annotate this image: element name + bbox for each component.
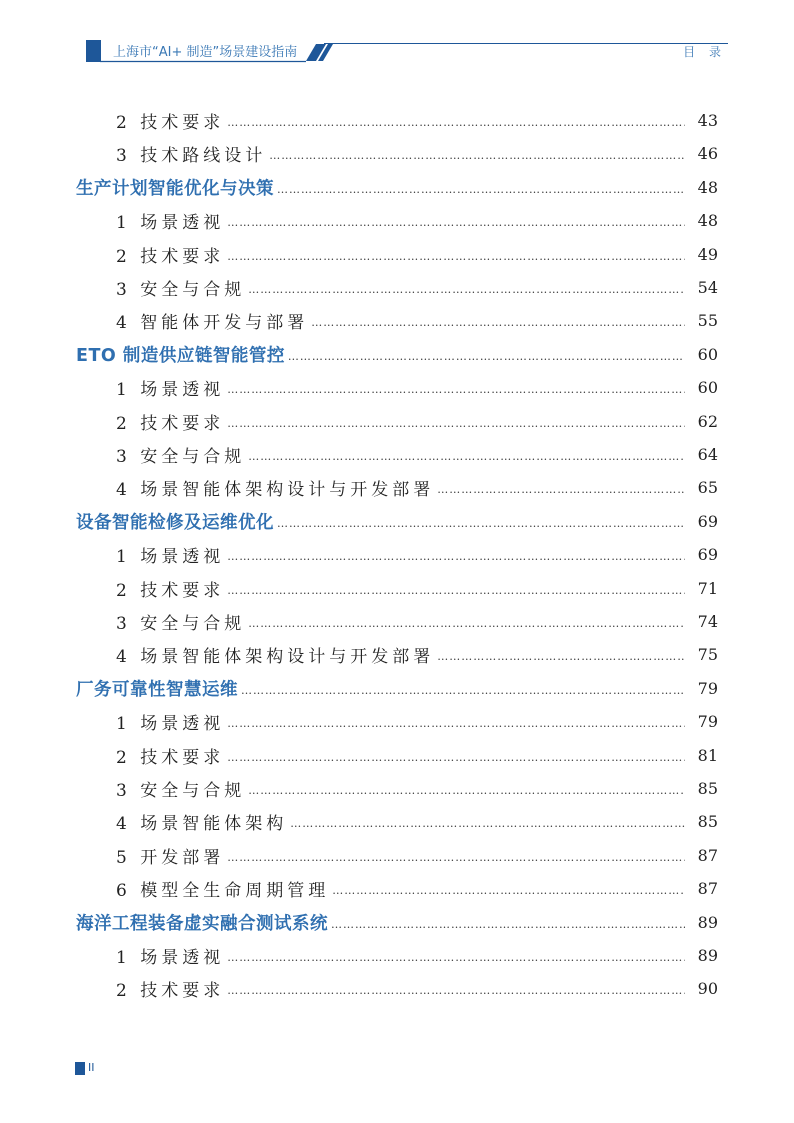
toc-section-entry[interactable] — [0, 371, 794, 404]
toc-section-entry[interactable] — [0, 304, 794, 337]
toc-section-entry[interactable] — [0, 739, 794, 772]
toc-entry-page-number: 89 — [697, 912, 718, 932]
toc-entry-page-number: 90 — [697, 979, 718, 999]
toc-leader-dots — [248, 279, 685, 296]
toc-section-entry[interactable] — [0, 271, 794, 304]
toc-entry-page-number: 89 — [697, 946, 718, 965]
toc-leader-dots — [288, 346, 685, 363]
toc-section-entry[interactable] — [0, 839, 794, 872]
toc-leader-dots — [277, 513, 685, 530]
toc-entry-page-number: 48 — [697, 211, 718, 231]
toc-leader-dots — [227, 713, 685, 730]
toc-leader-dots — [248, 613, 685, 630]
toc-entry-label: 2 技术要求 — [116, 413, 225, 434]
toc-entry-label: 4 场景智能体架构设计与开发部署 — [116, 480, 435, 501]
toc-leader-dots — [269, 145, 685, 162]
toc-chapter-entry[interactable] — [0, 906, 794, 939]
toc-leader-dots — [290, 813, 685, 830]
toc-entry-label: 1 场景透视 — [116, 547, 225, 568]
toc-entry-page-number: 69 — [697, 511, 718, 531]
toc-section-entry[interactable] — [0, 972, 794, 1005]
toc-entry-label: 3 技术路线设计 — [116, 146, 267, 167]
toc-leader-dots — [332, 880, 685, 897]
toc-chapter-entry[interactable] — [0, 338, 794, 371]
toc-entry-page-number: 87 — [697, 845, 718, 865]
toc-entry-page-number: 60 — [697, 344, 718, 364]
toc-leader-dots — [227, 580, 685, 597]
toc-entry-page-number: 71 — [697, 578, 718, 598]
toc-entry-label: 5 开发部署 — [116, 847, 225, 868]
toc-section-entry[interactable] — [0, 638, 794, 671]
toc-entry-page-number: 60 — [697, 378, 718, 398]
toc-leader-dots — [227, 379, 685, 396]
toc-section-entry[interactable] — [0, 939, 794, 972]
header-title: 上海市“AI+ 制造”场景建设指南 — [113, 45, 298, 60]
toc-leader-dots — [227, 747, 685, 764]
toc-section-entry[interactable] — [0, 204, 794, 237]
toc-entry-label: 2 技术要求 — [116, 580, 225, 601]
toc-entry-page-number: 69 — [697, 545, 718, 565]
toc-entry-label: 4 智能体开发与部署 — [116, 313, 309, 334]
toc-section-entry[interactable] — [0, 605, 794, 638]
footer-marker — [75, 1062, 85, 1075]
toc-entry-label: 1 场景透视 — [116, 380, 225, 401]
toc-entry-page-number: 62 — [697, 411, 718, 431]
toc-leader-dots — [227, 112, 685, 129]
toc-section-entry[interactable] — [0, 238, 794, 271]
toc-section-entry[interactable] — [0, 137, 794, 170]
toc-entry-label: 2 技术要求 — [116, 246, 225, 267]
toc-leader-dots — [227, 980, 685, 997]
toc-entry-page-number: 85 — [697, 779, 718, 798]
toc-entry-page-number: 55 — [697, 311, 718, 331]
toc-section-entry[interactable] — [0, 438, 794, 471]
toc-leader-dots — [248, 446, 685, 463]
toc-section-entry[interactable] — [0, 772, 794, 805]
toc-entry-label: 厂务可靠性智慧运维 — [76, 679, 238, 700]
toc-entry-page-number: 87 — [697, 879, 718, 899]
toc-leader-dots — [227, 246, 685, 263]
toc-section-entry[interactable] — [0, 705, 794, 738]
toc-section-entry[interactable] — [0, 538, 794, 571]
toc-entry-page-number: 49 — [697, 244, 718, 264]
toc-leader-dots — [331, 914, 685, 931]
toc-leader-dots — [241, 680, 685, 697]
toc-entry-page-number: 54 — [697, 278, 718, 297]
toc-entry-label: 3 安全与合规 — [116, 280, 246, 300]
toc-leader-dots — [437, 479, 685, 496]
toc-section-entry[interactable] — [0, 872, 794, 905]
toc-entry-page-number: 64 — [697, 445, 718, 464]
toc-entry-page-number: 65 — [697, 478, 718, 498]
toc-entry-page-number: 85 — [697, 812, 718, 832]
toc-chapter-entry[interactable] — [0, 171, 794, 204]
toc-entry-page-number: 75 — [697, 645, 718, 665]
toc-leader-dots — [227, 546, 685, 563]
toc-entry-page-number: 43 — [697, 111, 718, 130]
toc-leader-dots — [227, 847, 685, 864]
page-header — [0, 0, 794, 80]
toc-leader-dots — [227, 212, 685, 229]
header-section-label: 目 录 — [683, 45, 726, 59]
toc-entry-label: 2 技术要求 — [116, 113, 225, 133]
toc-leader-dots — [437, 646, 685, 663]
toc-section-entry[interactable] — [0, 471, 794, 504]
toc-entry-page-number: 81 — [697, 745, 718, 765]
toc-leader-dots — [227, 413, 685, 430]
toc-entry-page-number: 79 — [697, 678, 718, 698]
toc-entry-label: 生产计划智能优化与决策 — [76, 178, 274, 199]
toc-leader-dots — [311, 312, 685, 329]
toc-entry-page-number: 79 — [697, 712, 718, 732]
toc-entry-label: ETO 制造供应链智能管控 — [76, 345, 285, 366]
toc-entry-label: 4 场景智能体架构设计与开发部署 — [116, 647, 435, 668]
toc-section-entry[interactable] — [0, 572, 794, 605]
toc-section-entry[interactable] — [0, 405, 794, 438]
toc-entry-label: 1 场景透视 — [116, 213, 225, 234]
toc-entry-label: 2 技术要求 — [116, 747, 225, 768]
toc-leader-dots — [277, 179, 685, 196]
toc-entry-label: 2 技术要求 — [116, 981, 225, 1002]
toc-section-entry[interactable] — [0, 805, 794, 838]
toc-entry-label: 3 安全与合规 — [116, 447, 246, 467]
footer-page-number: II — [88, 1061, 95, 1074]
toc-chapter-entry[interactable] — [0, 505, 794, 538]
toc-leader-dots — [248, 780, 685, 797]
toc-entry-label: 6 模型全生命周期管理 — [116, 881, 330, 902]
header-decoration — [0, 0, 794, 80]
toc-entry-page-number: 48 — [697, 177, 718, 197]
toc-entry-page-number: 74 — [697, 612, 718, 631]
toc-entry-label: 3 安全与合规 — [116, 781, 246, 801]
toc-entry-label: 海洋工程装备虚实融合测试系统 — [76, 913, 328, 934]
toc-entry-label: 4 场景智能体架构 — [116, 814, 288, 835]
toc-section-entry[interactable] — [0, 104, 794, 137]
toc-leader-dots — [227, 947, 685, 964]
toc-entry-label: 1 场景透视 — [116, 948, 225, 968]
toc-chapter-entry[interactable] — [0, 672, 794, 705]
toc-entry-label: 3 安全与合规 — [116, 614, 246, 634]
toc-entry-page-number: 46 — [697, 144, 718, 164]
toc-entry-label: 1 场景透视 — [116, 714, 225, 735]
toc-entry-label: 设备智能检修及运维优化 — [76, 512, 274, 533]
